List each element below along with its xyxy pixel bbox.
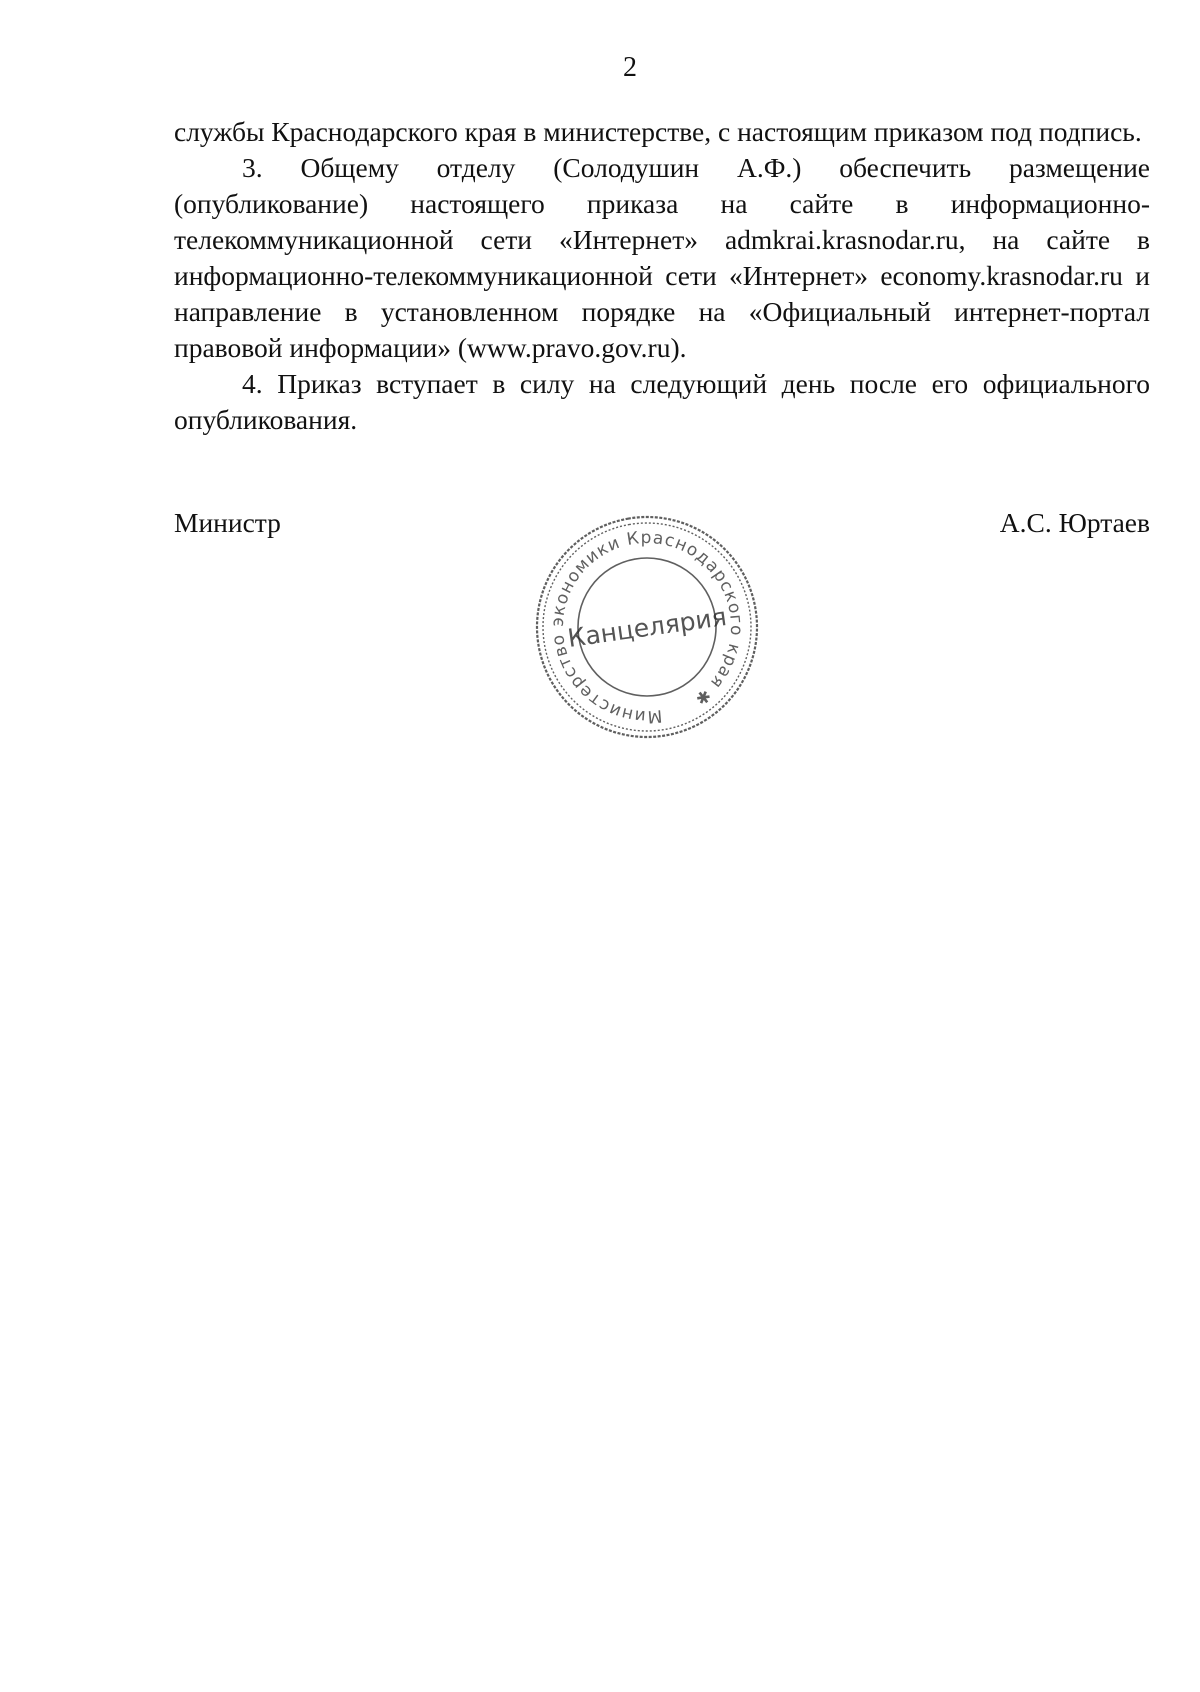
office-stamp	[530, 510, 764, 744]
stamp-center-text: Канцелярия	[565, 602, 729, 653]
signatory-name: А.С. Юртаев	[999, 507, 1150, 538]
paragraph-item-3: 3. Общему отделу (Солодушин А.Ф.) обеспечить размещение (опубликование) настоящего приказа на сайте в информационно-телекоммуникационной сети «Интернет» admkrai.krasnodar.ru, на сайте в информационно-телекоммуникационной сети «Интернет» economy.krasnodar.ru и направление в установленном порядке на «Официальный интернет-портал правовой информации» (www.pravo.gov.ru).	[174, 152, 1150, 363]
paragraph-continuation: службы Краснодарского края в министерстве, с настоящим приказом под подпись.	[174, 116, 1142, 147]
paragraph-item-4: 4. Приказ вступает в силу на следующий день после его официального опубликования.	[174, 368, 1150, 435]
page-number: 2	[623, 52, 637, 83]
stamp-ring-text: Министерство экономики Краснодарского края ✱	[547, 527, 747, 727]
document-body	[174, 114, 1150, 438]
signatory-title: Министр	[174, 507, 281, 538]
